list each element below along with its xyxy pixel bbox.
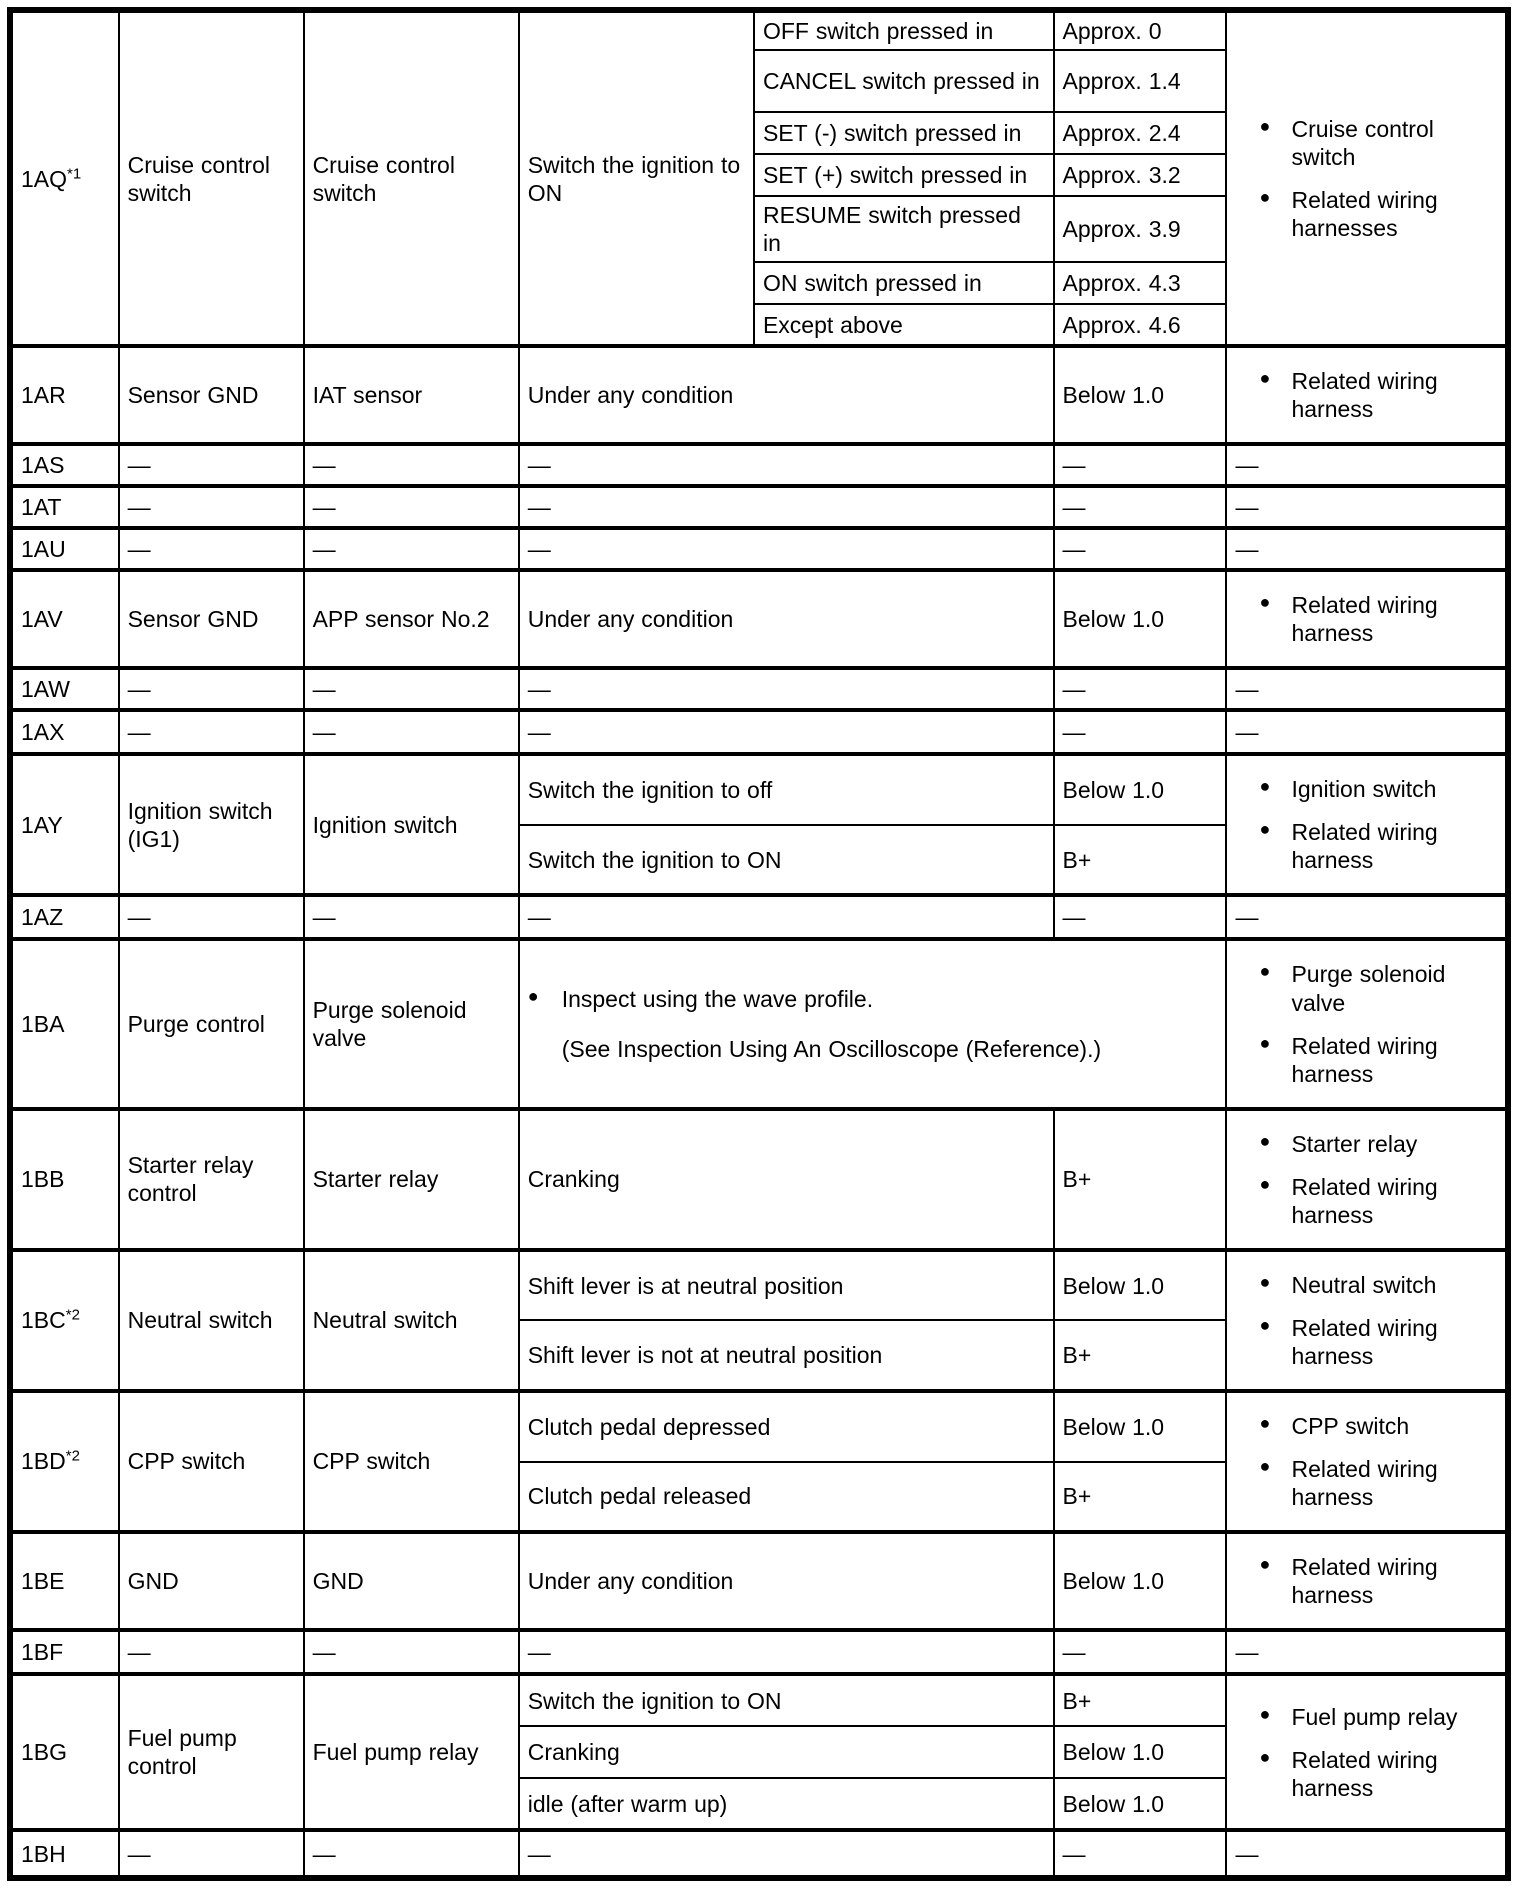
inspection-item: ● Ignition switch (1259, 775, 1497, 803)
condition-cell: Switch the ignition to ON (519, 10, 754, 346)
condition-cell: Shift lever is at neutral position (519, 1250, 1054, 1321)
condition-cell: — (519, 486, 1054, 528)
voltage-cell: — (1054, 444, 1227, 486)
condition-cell: Switch the ignition to ON (519, 1674, 1054, 1726)
condition-cell: — (519, 1630, 1054, 1674)
condition-cell: — (519, 1830, 1054, 1878)
voltage-cell: — (1054, 895, 1227, 939)
footnote-marker: *2 (65, 1447, 80, 1465)
condition-cell: Clutch pedal released (519, 1462, 1054, 1533)
voltage-cell: Approx. 1.4 (1054, 50, 1227, 112)
subcondition-cell: SET (+) switch pressed in (754, 154, 1054, 196)
condition-cell: Under any condition (519, 346, 1054, 444)
condition-cell: — (519, 895, 1054, 939)
inspection-cell (1226, 1250, 1508, 1391)
row-1be (10, 1532, 1508, 1630)
terminal-id-cell: 1BE (10, 1532, 119, 1630)
row-1bc (10, 1250, 1508, 1321)
terminal-voltage-table (7, 7, 1511, 1881)
row-1aq (10, 10, 1508, 50)
voltage-cell: — (1054, 1630, 1227, 1674)
row-1bb (10, 1109, 1508, 1250)
signal-cell: — (119, 668, 304, 710)
connected-device-cell: — (304, 668, 519, 710)
row-1ay (10, 754, 1508, 825)
signal-cell: — (119, 528, 304, 570)
signal-cell: Starter relay control (119, 1109, 304, 1250)
connected-device-cell: CPP switch (304, 1391, 519, 1532)
inspection-cell: — (1226, 710, 1508, 754)
signal-cell: — (119, 710, 304, 754)
voltage-cell: — (1054, 1830, 1227, 1878)
connected-device-cell: Starter relay (304, 1109, 519, 1250)
signal-cell: Fuel pump control (119, 1674, 304, 1830)
condition-cell: — (519, 444, 1054, 486)
inspection-cell: — (1226, 486, 1508, 528)
terminal-id-cell: 1AR (10, 346, 119, 444)
inspection-item: ● Related wiring harness (1259, 1553, 1497, 1609)
inspection-list (1235, 1412, 1497, 1511)
inspection-item: ● Purge solenoid valve (1259, 960, 1497, 1016)
voltage-cell: Below 1.0 (1054, 1778, 1227, 1830)
inspection-cell (1226, 346, 1508, 444)
terminal-id-cell: 1AY (10, 754, 119, 895)
condition-cell: — (519, 710, 1054, 754)
inspection-list (1235, 115, 1497, 242)
connected-device-cell: — (304, 444, 519, 486)
subcondition-cell: RESUME switch pressed in (754, 196, 1054, 262)
connected-device-cell: APP sensor No.2 (304, 570, 519, 668)
inspection-list (1235, 1703, 1497, 1802)
condition-cell: Switch the ignition to ON (519, 825, 1054, 896)
voltage-cell: Below 1.0 (1054, 1250, 1227, 1321)
voltage-cell: B+ (1054, 1109, 1227, 1250)
subcondition-cell: CANCEL switch pressed in (754, 50, 1054, 112)
inspection-list (1235, 367, 1497, 423)
inspection-cell: — (1226, 895, 1508, 939)
inspection-item: ● Fuel pump relay (1259, 1703, 1497, 1731)
row-1ar (10, 346, 1508, 444)
terminal-id-cell: 1BA (10, 939, 119, 1108)
connected-device-cell: GND (304, 1532, 519, 1630)
condition-cell: Under any condition (519, 570, 1054, 668)
condition-cell: Under any condition (519, 1532, 1054, 1630)
condition-cell: — (519, 668, 1054, 710)
row-1at (10, 486, 1508, 528)
terminal-id: 1BD (21, 1448, 66, 1475)
connected-device-cell: Purge solenoid valve (304, 939, 519, 1108)
terminal-id-cell: 1AW (10, 668, 119, 710)
signal-cell: Cruise control switch (119, 10, 304, 346)
terminal-id-cell (10, 1391, 119, 1532)
inspection-item: ● CPP switch (1259, 1412, 1497, 1440)
signal-cell: — (119, 486, 304, 528)
voltage-cell: B+ (1054, 1320, 1227, 1391)
inspection-cell (1226, 1674, 1508, 1830)
condition-cell: idle (after warm up) (519, 1778, 1054, 1830)
connected-device-cell: — (304, 1830, 519, 1878)
inspection-item: ● Cruise control switch (1259, 115, 1497, 171)
connected-device-cell: Cruise control switch (304, 10, 519, 346)
voltage-cell: — (1054, 710, 1227, 754)
inspection-item: ● Related wiring harness (1259, 1746, 1497, 1802)
signal-cell: — (119, 1630, 304, 1674)
row-1ba (10, 939, 1508, 1108)
terminal-id-cell (10, 1250, 119, 1391)
subcondition-cell: ON switch pressed in (754, 262, 1054, 304)
row-1az (10, 895, 1508, 939)
inspection-cell: — (1226, 1830, 1508, 1878)
voltage-cell: Below 1.0 (1054, 1726, 1227, 1778)
connected-device-cell: — (304, 710, 519, 754)
condition-cell: Cranking (519, 1726, 1054, 1778)
terminal-id-cell: 1BF (10, 1630, 119, 1674)
inspection-list (1235, 1553, 1497, 1609)
terminal-id-cell: 1AT (10, 486, 119, 528)
inspection-cell (1226, 1532, 1508, 1630)
voltage-cell: Below 1.0 (1054, 1391, 1227, 1462)
condition-cell: Cranking (519, 1109, 1054, 1250)
inspection-item: ● Related wiring harnesses (1259, 186, 1497, 242)
inspection-cell (1226, 1391, 1508, 1532)
inspection-cell (1226, 570, 1508, 668)
inspection-list (1235, 591, 1497, 647)
inspection-cell (1226, 10, 1508, 346)
note-line: ● Inspect using the wave profile. (528, 985, 1218, 1013)
inspection-item: ● Related wiring harness (1259, 367, 1497, 423)
signal-cell: Sensor GND (119, 346, 304, 444)
voltage-cell: B+ (1054, 1462, 1227, 1533)
voltage-cell: Approx. 4.3 (1054, 262, 1227, 304)
connected-device-cell: — (304, 1630, 519, 1674)
connected-device-cell: IAT sensor (304, 346, 519, 444)
row-1bh (10, 1830, 1508, 1878)
inspection-item: ● Related wiring harness (1259, 1455, 1497, 1511)
voltage-cell: Below 1.0 (1054, 754, 1227, 825)
row-1bf (10, 1630, 1508, 1674)
signal-cell: CPP switch (119, 1391, 304, 1532)
terminal-id-cell: 1AZ (10, 895, 119, 939)
signal-cell: Purge control (119, 939, 304, 1108)
condition-cell: Clutch pedal depressed (519, 1391, 1054, 1462)
connected-device-cell: Neutral switch (304, 1250, 519, 1391)
terminal-id: 1AQ (21, 165, 68, 192)
connected-device-cell: — (304, 895, 519, 939)
inspection-cell (1226, 1109, 1508, 1250)
inspection-cell: — (1226, 528, 1508, 570)
voltage-cell: Approx. 4.6 (1054, 304, 1227, 346)
subcondition-cell: OFF switch pressed in (754, 10, 1054, 50)
signal-cell: — (119, 895, 304, 939)
inspection-cell (1226, 754, 1508, 895)
terminal-id-cell: 1BH (10, 1830, 119, 1878)
voltage-cell: Approx. 3.9 (1054, 196, 1227, 262)
footnote-marker: *1 (67, 164, 82, 182)
inspection-list (1235, 960, 1497, 1087)
terminal-id-cell: 1AV (10, 570, 119, 668)
condition-note-cell (519, 939, 1227, 1108)
row-1au (10, 528, 1508, 570)
voltage-cell: B+ (1054, 1674, 1227, 1726)
terminal-id-cell: 1AU (10, 528, 119, 570)
inspection-item: ● Related wiring harness (1259, 818, 1497, 874)
signal-cell: — (119, 444, 304, 486)
voltage-cell: B+ (1054, 825, 1227, 896)
signal-cell: — (119, 1830, 304, 1878)
terminal-id-cell: 1AS (10, 444, 119, 486)
condition-cell: Shift lever is not at neutral position (519, 1320, 1054, 1391)
terminal-id-cell: 1BG (10, 1674, 119, 1830)
note-reference: (See Inspection Using An Oscilloscope (Reference).) (561, 1036, 1102, 1063)
voltage-cell: — (1054, 486, 1227, 528)
inspection-item: ● Related wiring harness (1259, 1032, 1497, 1088)
row-1ax (10, 710, 1508, 754)
voltage-cell: Below 1.0 (1054, 1532, 1227, 1630)
inspection-cell: — (1226, 444, 1508, 486)
inspection-cell: — (1226, 1630, 1508, 1674)
row-1aw (10, 668, 1508, 710)
connected-device-cell: — (304, 486, 519, 528)
terminal-id: 1BC (21, 1307, 66, 1334)
inspection-list (1235, 775, 1497, 874)
subcondition-cell: SET (-) switch pressed in (754, 112, 1054, 154)
voltage-cell: — (1054, 528, 1227, 570)
voltage-cell: Below 1.0 (1054, 570, 1227, 668)
condition-cell: — (519, 528, 1054, 570)
voltage-cell: Approx. 0 (1054, 10, 1227, 50)
terminal-id-cell: 1BB (10, 1109, 119, 1250)
connected-device-cell: Ignition switch (304, 754, 519, 895)
signal-cell: GND (119, 1532, 304, 1630)
voltage-cell: Below 1.0 (1054, 346, 1227, 444)
voltage-cell: Approx. 3.2 (1054, 154, 1227, 196)
inspection-list (1235, 1271, 1497, 1370)
terminal-id-cell (10, 10, 119, 346)
row-1bg (10, 1674, 1508, 1726)
inspection-item: ● Neutral switch (1259, 1271, 1497, 1299)
inspection-cell (1226, 939, 1508, 1108)
row-1bd (10, 1391, 1508, 1462)
connected-device-cell: — (304, 528, 519, 570)
voltage-cell: — (1054, 668, 1227, 710)
inspection-list (1235, 1130, 1497, 1229)
subcondition-cell: Except above (754, 304, 1054, 346)
inspection-item: ● Related wiring harness (1259, 1314, 1497, 1370)
inspection-cell: — (1226, 668, 1508, 710)
connected-device-cell: Fuel pump relay (304, 1674, 519, 1830)
condition-cell: Switch the ignition to off (519, 754, 1054, 825)
signal-cell: Ignition switch (IG1) (119, 754, 304, 895)
signal-cell: Sensor GND (119, 570, 304, 668)
footnote-marker: *2 (65, 1306, 80, 1324)
row-1as (10, 444, 1508, 486)
inspection-item: ● Starter relay (1259, 1130, 1497, 1158)
signal-cell: Neutral switch (119, 1250, 304, 1391)
voltage-cell: Approx. 2.4 (1054, 112, 1227, 154)
inspection-item: ● Related wiring harness (1259, 591, 1497, 647)
row-1av (10, 570, 1508, 668)
terminal-id-cell: 1AX (10, 710, 119, 754)
inspection-item: ● Related wiring harness (1259, 1173, 1497, 1229)
